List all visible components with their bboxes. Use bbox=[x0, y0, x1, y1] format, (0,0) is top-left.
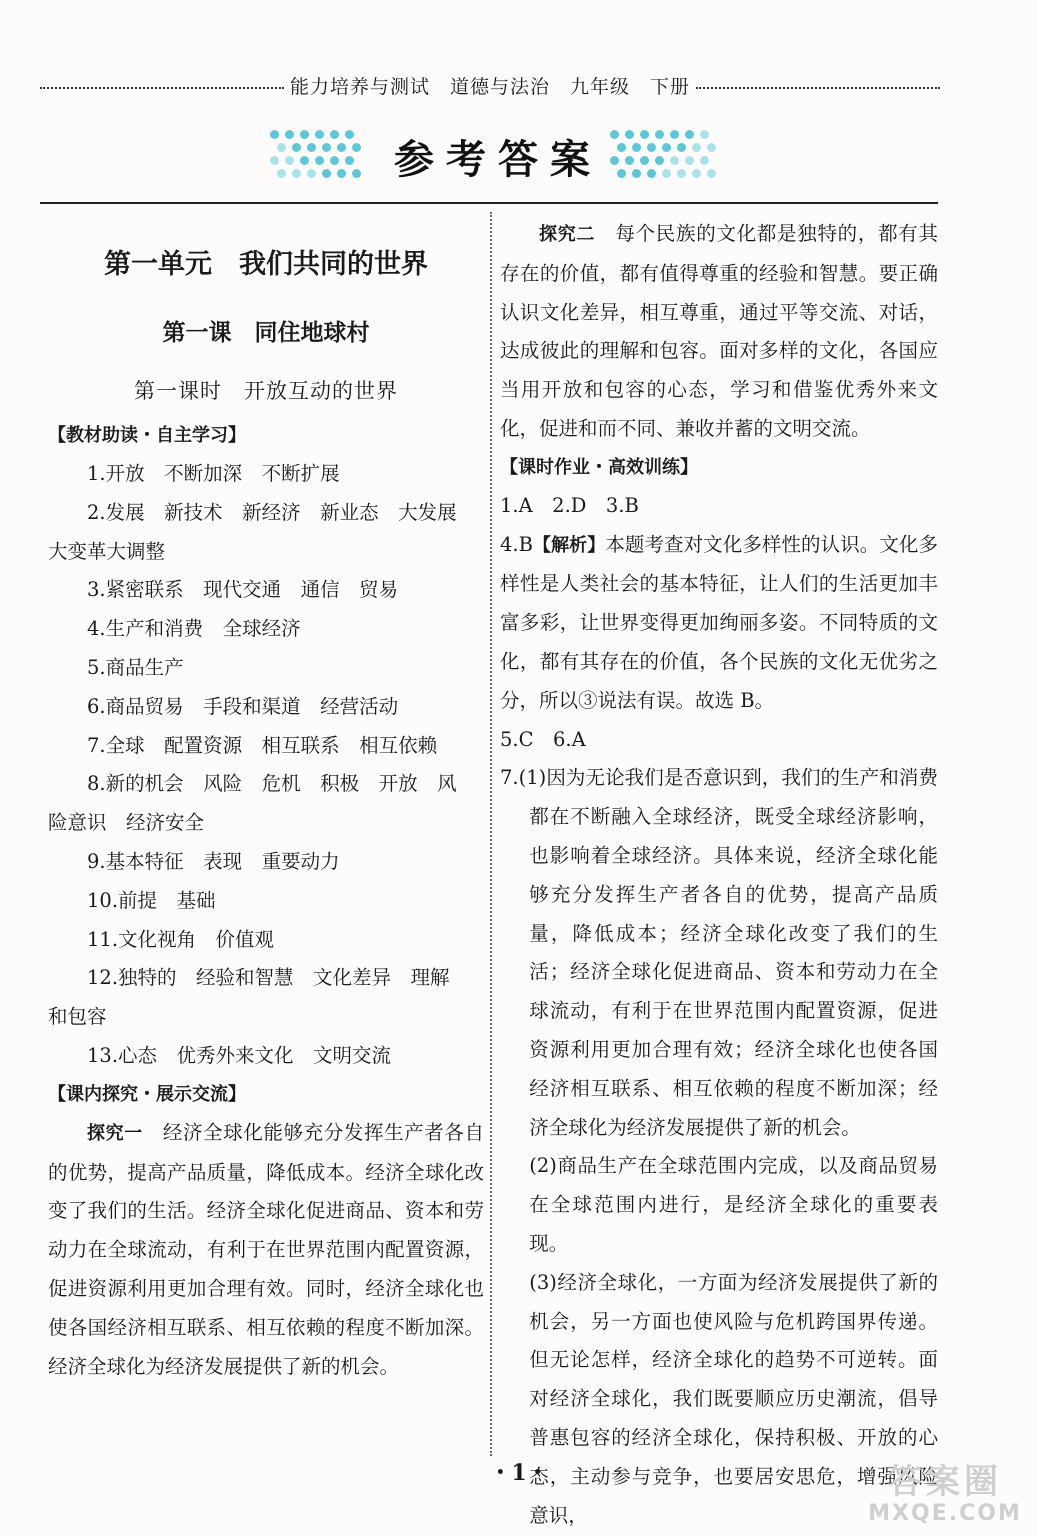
answer-4 bbox=[500, 526, 938, 721]
page-number: ・1・ bbox=[489, 1460, 549, 1486]
decorative-dot bbox=[337, 169, 346, 178]
answer-item-continuation: 大变革大调整 bbox=[48, 539, 166, 563]
decorative-dot bbox=[345, 156, 354, 165]
answer-7-part-1: 7.(1)因为无论我们是否意识到，我们的生产和消费都在不断融入全球经济，既受全球经济影响，也影响着全球经济。具体来说，经济全球化能够充分发挥生产者各自的优势，提高产品质量，降低成本；经济全球化改变了我们的生活；经济全球化促进商品、资本和劳动力在全球流动，有利于在世界范围内配置资源，促进资源利用更加合理有效；经济全球化也使各国经济相互联系、相互依赖的程度不断加深；经济全球化为经济发展提供了新的机会。 bbox=[500, 766, 938, 1139]
decorative-dot bbox=[700, 156, 709, 165]
decorative-dot bbox=[292, 143, 301, 152]
decorative-dot bbox=[277, 169, 286, 178]
header-dotted-rule-right bbox=[696, 87, 940, 89]
decorative-dot bbox=[285, 156, 294, 165]
decorative-dot bbox=[285, 130, 294, 139]
decorative-dot bbox=[707, 143, 716, 152]
decorative-dot bbox=[300, 156, 309, 165]
answer-7-part-3: (3)经济全球化，一方面为经济发展提供了新的机会，另一方面也使风险与危机跨国界传递。但无论怎样，经济全球化的趋势不可逆转。面对经济全球化，我们既要顺应历史潮流，倡导普惠包容的经济全球化，保持积极、开放的心态，主动参与竞争，也要居安思危，增强风险意识， bbox=[529, 1270, 938, 1527]
answer-4-choice: 4.B bbox=[500, 532, 533, 556]
unit-title: 第一单元 我们共同的世界 bbox=[104, 249, 428, 280]
decorative-dot bbox=[632, 143, 641, 152]
column-divider bbox=[490, 212, 492, 1456]
decorative-dot bbox=[352, 143, 361, 152]
decorative-dot bbox=[330, 130, 339, 139]
decorative-dot bbox=[662, 169, 671, 178]
header-title: 能力培养与测试 道德与法治 九年级 下册 bbox=[290, 75, 691, 98]
decorative-dot bbox=[315, 130, 324, 139]
decorative-dot bbox=[330, 156, 339, 165]
right-column bbox=[500, 215, 938, 1535]
dot-pattern-right bbox=[610, 130, 720, 180]
decorative-dot bbox=[647, 143, 656, 152]
explore-one-text: 经济全球化能够充分发挥生产者各自的优势，提高产品质量，降低成本。经济全球化改变了我们的生活。经济全球化促进商品、资本和劳动力在全球流动，有利于在世界范围内配置资源，促进资源利用更加合理有效。同时，经济全球化也使各国经济相互联系、相互依赖的程度不断加深。经济全球化为经济发展提供了新的机会。 bbox=[48, 1120, 484, 1378]
answer-item: 10.前提 基础 bbox=[87, 888, 216, 912]
decorative-dot bbox=[307, 169, 316, 178]
decorative-dot bbox=[662, 143, 671, 152]
answer-item: 12.独特的 经验和智慧 文化差异 理解 bbox=[87, 966, 450, 990]
section-heading-exploration: 【课内探究・展示交流】 bbox=[48, 1083, 246, 1105]
decorative-dot bbox=[352, 169, 361, 178]
explore-two-text: 每个民族的文化都是独特的，都有其存在的价值，都有值得尊重的经验和智慧。要正确认识文化差异，相互尊重，通过平等交流、对话，达成彼此的理解和包容。面对多样的文化，各国应当用开放和包容的心态，学习和借鉴优秀外来文化，促进和而不同、兼收并蓄的文明交流。 bbox=[500, 222, 938, 440]
answer-item: 4.生产和消费 全球经济 bbox=[87, 617, 301, 641]
banner-title: 参考答案 bbox=[394, 137, 602, 183]
answer-item: 3.紧密联系 现代交通 通信 贸易 bbox=[87, 578, 399, 602]
answer-7-part-2: (2)商品生产在全球范围内完成，以及商品贸易在全球范围内进行，是经济全球化的重要表现。 bbox=[529, 1154, 938, 1255]
answer-banner bbox=[0, 118, 1038, 198]
decorative-dot bbox=[277, 143, 286, 152]
decorative-dot bbox=[610, 130, 619, 139]
section-heading-homework: 【课时作业・高效训练】 bbox=[500, 456, 698, 478]
decorative-dot bbox=[307, 143, 316, 152]
decorative-dot bbox=[692, 143, 701, 152]
explore-one-label: 探究一 bbox=[87, 1122, 143, 1144]
decorative-dot bbox=[617, 169, 626, 178]
decorative-dot bbox=[300, 130, 309, 139]
decorative-dot bbox=[685, 130, 694, 139]
decorative-dot bbox=[670, 156, 679, 165]
decorative-dot bbox=[670, 130, 679, 139]
decorative-dot bbox=[345, 130, 354, 139]
answer-4-analysis: 本题考查对文化多样性的认识。文化多样性是人类社会的基本特征，让人们的生活更加丰富多彩，让世界变得更加绚丽多姿。不同特质的文化，都有其存在的价值，各个民族的文化无优劣之分，所以③说法有误。故选 B。 bbox=[500, 532, 938, 712]
answers-5-6: 5.C 6.A bbox=[500, 727, 586, 751]
decorative-dot bbox=[677, 169, 686, 178]
period-title: 第一课时 开放互动的世界 bbox=[134, 379, 398, 403]
decorative-dot bbox=[625, 156, 634, 165]
answers-1-3: 1.A 2.D 3.B bbox=[500, 493, 639, 517]
decorative-dot bbox=[617, 143, 626, 152]
decorative-dot bbox=[270, 156, 279, 165]
answer-item: 5.商品生产 bbox=[87, 655, 184, 679]
answer-item: 9.基本特征 表现 重要动力 bbox=[87, 849, 340, 873]
answer-item: 13.心态 优秀外来文化 文明交流 bbox=[87, 1043, 392, 1067]
decorative-dot bbox=[707, 169, 716, 178]
answer-item-continuation: 险意识 经济安全 bbox=[48, 811, 205, 835]
decorative-dot bbox=[337, 143, 346, 152]
watermark-logo bbox=[860, 1462, 1030, 1530]
watermark-text: 答案圈 bbox=[888, 1462, 1002, 1502]
explore-two-label: 探究二 bbox=[539, 224, 596, 245]
analysis-label: 【解析】 bbox=[532, 534, 606, 556]
top-rule bbox=[40, 202, 938, 204]
answer-item: 6.商品贸易 手段和渠道 经营活动 bbox=[87, 694, 399, 718]
decorative-dot bbox=[322, 169, 331, 178]
answer-item: 2.发展 新技术 新经济 新业态 大发展 bbox=[87, 500, 457, 524]
section-heading-self-study: 【教材助读・自主学习】 bbox=[48, 425, 246, 446]
answer-item: 1.开放 不断加深 不断扩展 bbox=[87, 462, 340, 485]
left-column bbox=[48, 215, 484, 1386]
answer-item: 11.文化视角 价值观 bbox=[87, 927, 275, 951]
decorative-dot bbox=[610, 156, 619, 165]
running-header bbox=[40, 70, 940, 100]
decorative-dot bbox=[270, 130, 279, 139]
decorative-dot bbox=[692, 169, 701, 178]
decorative-dot bbox=[640, 130, 649, 139]
answer-item: 7.全球 配置资源 相互联系 相互依赖 bbox=[87, 733, 438, 757]
decorative-dot bbox=[655, 156, 664, 165]
explore-one-paragraph bbox=[48, 1114, 484, 1387]
decorative-dot bbox=[677, 143, 686, 152]
decorative-dot bbox=[700, 130, 709, 139]
header-dotted-rule-left bbox=[40, 87, 284, 89]
decorative-dot bbox=[655, 130, 664, 139]
watermark-url: MXQE.COM bbox=[868, 1501, 1022, 1526]
decorative-dot bbox=[647, 169, 656, 178]
dot-pattern-left bbox=[270, 130, 370, 180]
answer-item: 8.新的机会 风险 危机 积极 开放 风 bbox=[87, 772, 457, 796]
decorative-dot bbox=[322, 143, 331, 152]
answer-item-continuation: 和包容 bbox=[48, 1005, 107, 1029]
decorative-dot bbox=[625, 130, 634, 139]
decorative-dot bbox=[292, 169, 301, 178]
decorative-dot bbox=[640, 156, 649, 165]
explore-two-paragraph bbox=[500, 215, 938, 449]
decorative-dot bbox=[315, 156, 324, 165]
lesson-title: 第一课 同住地球村 bbox=[162, 320, 370, 346]
decorative-dot bbox=[685, 156, 694, 165]
decorative-dot bbox=[632, 169, 641, 178]
